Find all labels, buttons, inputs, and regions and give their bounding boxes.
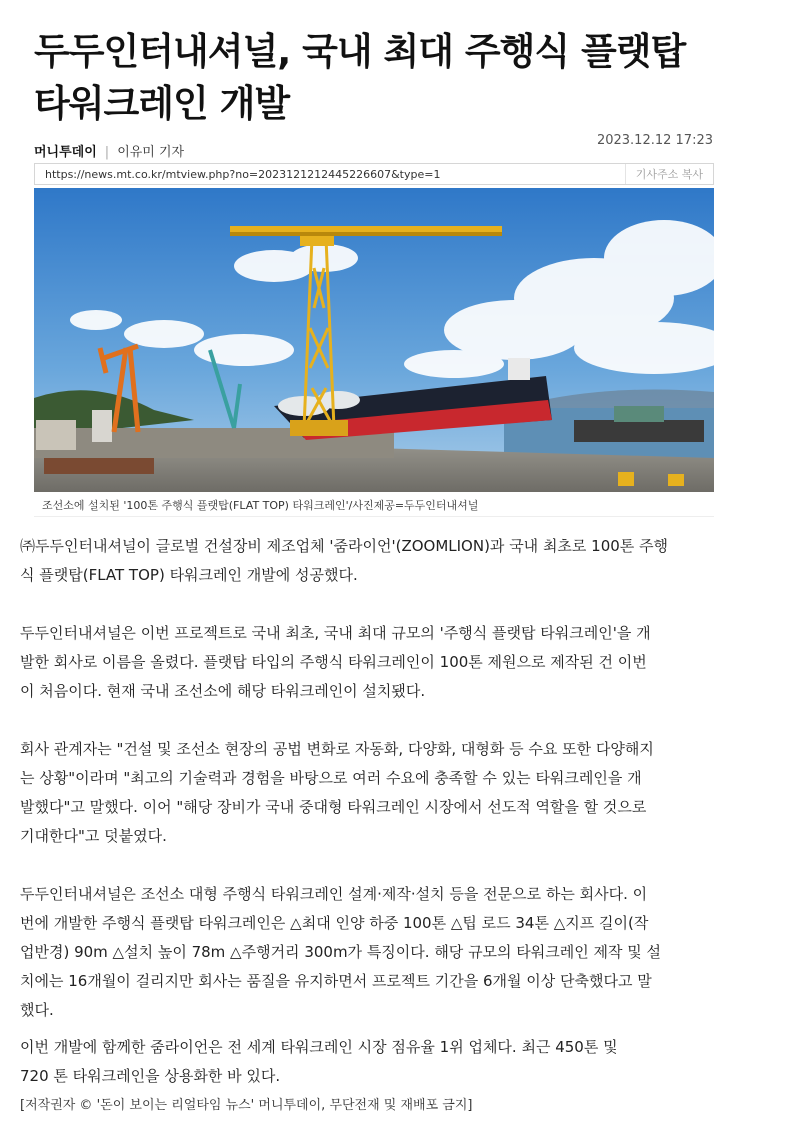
paragraph-line: ㈜두두인터내셔널이 글로벌 건설장비 제조업체 '줌라이언'(ZOOMLION)과 국내 최초로 100톤 주행 — [20, 537, 669, 555]
article-headline — [34, 26, 754, 130]
paragraph-1 — [20, 532, 704, 590]
paragraph-line: 두두인터내셔널은 조선소 대형 주행식 타워크레인 설계·제작·설치 등을 전문으로 하는 회사다. 이 — [20, 885, 648, 903]
article-url-bar — [34, 163, 714, 185]
headline-line-2: 타워크레인 개발 — [34, 82, 290, 125]
paragraph-3 — [20, 735, 704, 851]
copy-url-button[interactable]: 기사주소 복사 — [625, 164, 713, 184]
paragraph-line: 두두인터내셔널은 이번 프로젝트로 국내 최초, 국내 최대 규모의 '주행식 플랫탑 타워크레인'을 개 — [20, 624, 651, 642]
paragraph-line: 720 톤 타워크레인을 상용화한 바 있다. — [20, 1067, 281, 1085]
publish-date: 2023.12.12 17:23 — [596, 133, 713, 148]
photo-caption: 조선소에 설치된 '100톤 주행식 플랫탑(FLAT TOP) 타워크레인'/사진제공=두두인터내셔널 — [34, 495, 714, 517]
paragraph-2 — [20, 619, 704, 706]
shipyard-crane-photo — [34, 188, 714, 492]
paragraph-line: 업반경) 90m △설치 높이 78m △주행거리 300m가 특징이다. 해당 규모의 타워크레인 제작 및 설 — [20, 943, 662, 961]
paragraph-line: 기대한다"고 덧붙였다. — [20, 827, 167, 845]
paragraph-5 — [20, 1033, 704, 1091]
article-photo — [34, 188, 714, 492]
byline-separator: | — [104, 145, 110, 160]
paragraph-4 — [20, 880, 704, 1025]
paragraph-line: 식 플랫탑(FLAT TOP) 타워크레인 개발에 성공했다. — [20, 566, 358, 584]
copyright-notice: [저작권자 © '돈이 보이는 리얼타임 뉴스' 머니투데이, 무단전재 및 재배포 금지] — [20, 1098, 473, 1113]
paragraph-line: 했다. — [20, 1001, 54, 1019]
paragraph-line: 발한 회사로 이름을 올렸다. 플랫탑 타입의 주행식 타워크레인이 100톤 제원으로 제작된 건 이번 — [20, 653, 647, 671]
headline-line-1: 두두인터내셔널, 국내 최대 주행식 플랫탑 — [34, 30, 686, 73]
paragraph-line: 이번 개발에 함께한 줌라이언은 전 세계 타워크레인 시장 점유율 1위 업체다. 최근 450톤 및 — [20, 1038, 618, 1056]
byline — [34, 141, 184, 160]
article-url[interactable]: https://news.mt.co.kr/mtview.php?no=2023121212445226607&type=1 — [45, 167, 441, 181]
paragraph-line: 회사 관계자는 "건설 및 조선소 현장의 공법 변화로 자동화, 다양화, 대형화 등 수요 또한 다양해지 — [20, 740, 654, 758]
paragraph-line: 치에는 16개월이 걸리지만 회사는 품질을 유지하면서 프로젝트 기간을 6개월 이상 단축했다고 말 — [20, 972, 652, 990]
paragraph-line: 이 처음이다. 현재 국내 조선소에 해당 타워크레인이 설치됐다. — [20, 682, 426, 700]
article-body — [20, 532, 704, 1091]
paragraph-line: 발했다"고 말했다. 이어 "해당 장비가 국내 중대형 타워크레인 시장에서 선도적 역할을 할 것으로 — [20, 798, 647, 816]
paragraph-line: 는 상황"이라며 "최고의 기술력과 경험을 바탕으로 여러 수요에 충족할 수 있는 타워크레인을 개 — [20, 769, 642, 787]
reporter-name[interactable]: 이유미 기자 — [117, 145, 185, 160]
press-name[interactable]: 머니투데이 — [34, 145, 97, 160]
paragraph-line: 번에 개발한 주행식 플랫탑 타워크레인은 △최대 인양 하중 100톤 △팁 로드 34톤 △지프 길이(작 — [20, 914, 649, 932]
